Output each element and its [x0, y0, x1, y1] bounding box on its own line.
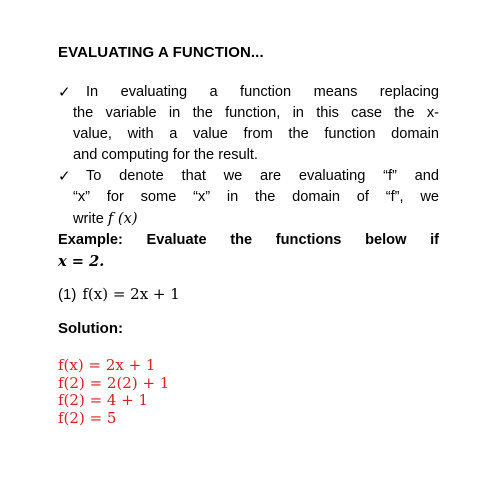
problem-number: (1): [58, 286, 77, 303]
problem-expression: f(x) = 2x + 1: [82, 285, 180, 303]
bullet-line: “x” for some “x” in the domain of “f”, we: [73, 189, 439, 205]
bullet-line: value, with a value from the function domain: [73, 126, 439, 142]
bullet-definition: [58, 82, 439, 166]
solution-steps: [58, 357, 169, 427]
solution-step: f(2) = 5: [58, 408, 117, 427]
checkmark-icon: ✓: [58, 168, 71, 185]
solution-step: f(2) = 2(2) + 1: [58, 373, 170, 392]
bullet-line: and computing for the result.: [73, 147, 258, 163]
example-line: Example: Evaluate the functions below if: [58, 232, 439, 248]
checkmark-icon: ✓: [58, 84, 71, 101]
bullet-line: the variable in the function, in this case the x-: [73, 105, 439, 121]
solution-step: f(2) = 4 + 1: [58, 391, 149, 409]
bullet-line: In evaluating a function means replacing: [86, 84, 439, 100]
bullet-notation: [58, 166, 439, 229]
bullet-line-text: write: [73, 211, 104, 227]
bullet-line: To denote that we are evaluating “f” and: [86, 168, 439, 184]
bullet-line-write: [58, 208, 439, 229]
solution-step: f(x) = 2x + 1: [58, 356, 156, 374]
page-title: EVALUATING A FUNCTION...: [58, 44, 264, 61]
function-notation: f (x): [107, 210, 138, 227]
solution-label: Solution:: [58, 320, 123, 337]
example-condition: x = 2.: [58, 253, 105, 270]
example-statement: [58, 230, 439, 272]
problem-1: [58, 285, 180, 303]
